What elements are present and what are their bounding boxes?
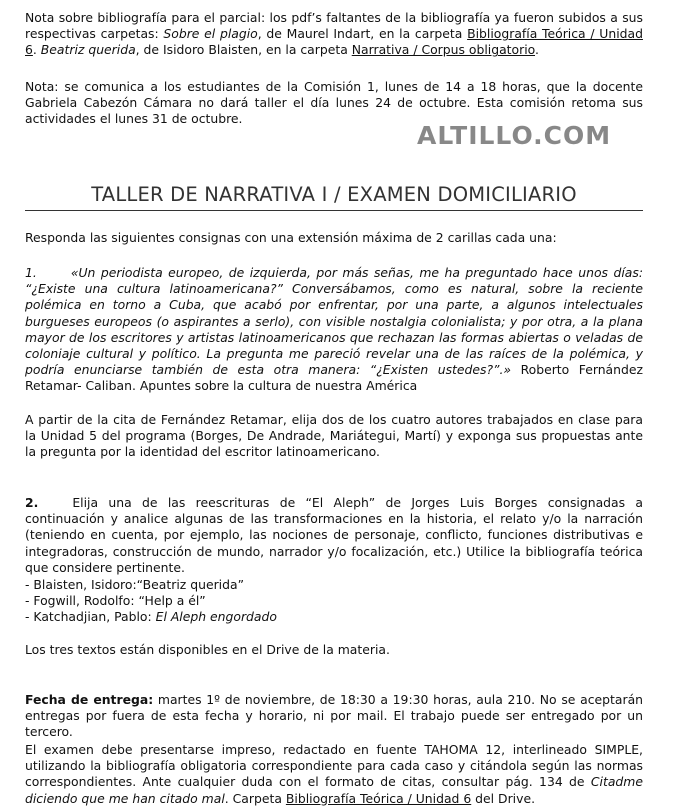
note-bibliography-text: Nota sobre bibliografía para el parcial: los pdf’s faltantes de la bibliografía ya fueron subidos a sus respectivas carpetas: xyxy=(25,10,643,42)
question-number: 1. xyxy=(25,265,37,280)
list-item xyxy=(25,577,643,593)
list-author: - Fogwill, Rodolfo: xyxy=(25,593,139,609)
quote-source: Roberto Fernández Retamar- Caliban. Apuntes sobre la cultura de nuestra América xyxy=(25,362,643,394)
delivery-text: martes 1º de noviembre, de 18:30 a 19:30 horas, aula 210. No se aceptarán entregas por fuera de esta fecha y horario, ni por mail. El trabajo puede ser entregado por un tercero. xyxy=(25,692,644,740)
folder-link[interactable]: Bibliografía Teórica / Unidad 6 xyxy=(285,790,472,806)
delivery-info xyxy=(25,692,643,741)
folder-link[interactable]: Bibliografía Teórica / Unidad 6 xyxy=(25,26,643,58)
list-item xyxy=(25,609,643,625)
page-title: TALLER DE NARRATIVA I / EXAMEN DOMICILIARIO xyxy=(91,183,577,206)
note-commission: Nota: se comunica a los estudiantes de la Comisión 1, lunes de 14 a 18 horas, que la docente Gabriela Cabezón Cámara no dará taller el día lunes 24 de octubre. Esta comisión retoma sus actividades el lunes 31 de octubre. xyxy=(25,79,643,127)
question-2 xyxy=(25,495,643,576)
title-divider xyxy=(25,210,643,211)
intro-text: Responda las siguientes consignas con una extensión máxima de 2 carillas cada una: xyxy=(25,230,557,245)
list-item xyxy=(25,593,643,609)
quote-text: «Un periodista europeo, de izquierda, por más señas, me ha preguntado hace unos días: “¿Existe una cultura latinoamericana?” Conversábamos, como es natural, sobre la reciente polémica en torno a Cuba, que acabó por enfrentar, por una parte, a algunos intelectuales burgueses europeos (o aspirantes a serlo), con visible nostalgia colonialista; y por otra, a la plana mayor de los escritores y artistas latinoamericanos que rechazan las formas abiertas o veladas de coloniaje cultural y político. La pregunta me pareció revelar una de las raíces de la polémica, y podría enunciarse también de esta otra manera: “¿Existen ustedes?”.» xyxy=(25,265,643,378)
availability-text: Los tres textos están disponibles en el Drive de la materia. xyxy=(25,642,390,657)
rewrites-list xyxy=(25,577,643,626)
folder-link[interactable]: Narrativa / Corpus obligatorio xyxy=(351,42,536,58)
work-title: Beatriz querida xyxy=(40,42,136,58)
list-work: El Aleph engordado xyxy=(155,609,277,625)
format-text: del Drive. xyxy=(471,790,536,806)
format-info xyxy=(25,742,643,807)
book-title: Citadme diciendo que me han citado mal xyxy=(25,774,643,806)
list-work: “Help a él” xyxy=(138,593,206,609)
list-author: - Blaisten, Isidoro: xyxy=(25,577,137,592)
format-text: . Carpeta xyxy=(224,790,286,806)
delivery-label: Fecha de entrega: xyxy=(25,692,154,707)
note-bibliography xyxy=(25,10,643,59)
question-text: Elija una de las reescrituras de “El Aleph” de Jorges Luis Borges consignadas a continuación y analice algunas de las transformaciones en la historia, el relato y/o la narración (teniendo en cuenta, por ejemplo, las nociones de personaje, conflicto, funciones distributivas e integradoras, construcción de mundo, narrador y/o focalización, etc.) Utilice la bibliografía teórica que considere pertinente. xyxy=(25,495,643,575)
note-text: . xyxy=(535,42,539,58)
question-1 xyxy=(25,265,643,395)
work-title: Sobre el plagio xyxy=(163,26,258,42)
question-number: 2. xyxy=(25,495,39,510)
note-text: , de Maurel Indart, en la carpeta xyxy=(257,26,468,42)
watermark-logo: ALTILLO.COM xyxy=(417,121,612,150)
list-author: - Katchadjian, Pablo: xyxy=(25,609,156,625)
list-work: “Beatriz querida” xyxy=(136,577,244,592)
format-text: El examen debe presentarse impreso, redactado en fuente TAHOMA 12, interlineado SIMPLE, utilizando la bibliografía obligatoria correspondiente para cada caso y citándola según las normas correspondientes. Ante cualquier duda con el formato de citas, consultar pág. 134 de xyxy=(25,742,643,790)
note-text: . xyxy=(32,42,41,58)
note-text: , de Isidoro Blaisten, en la carpeta xyxy=(135,42,352,58)
question-1-instruction: A partir de la cita de Fernández Retamar, elija dos de los cuatro autores trabajados en clase para la Unidad 5 del programa (Borges, De Andrade, Mariátegui, Martí) y exponga sus propuestas ante la pregunta por la identidad del escritor latinoamericano. xyxy=(25,412,643,460)
